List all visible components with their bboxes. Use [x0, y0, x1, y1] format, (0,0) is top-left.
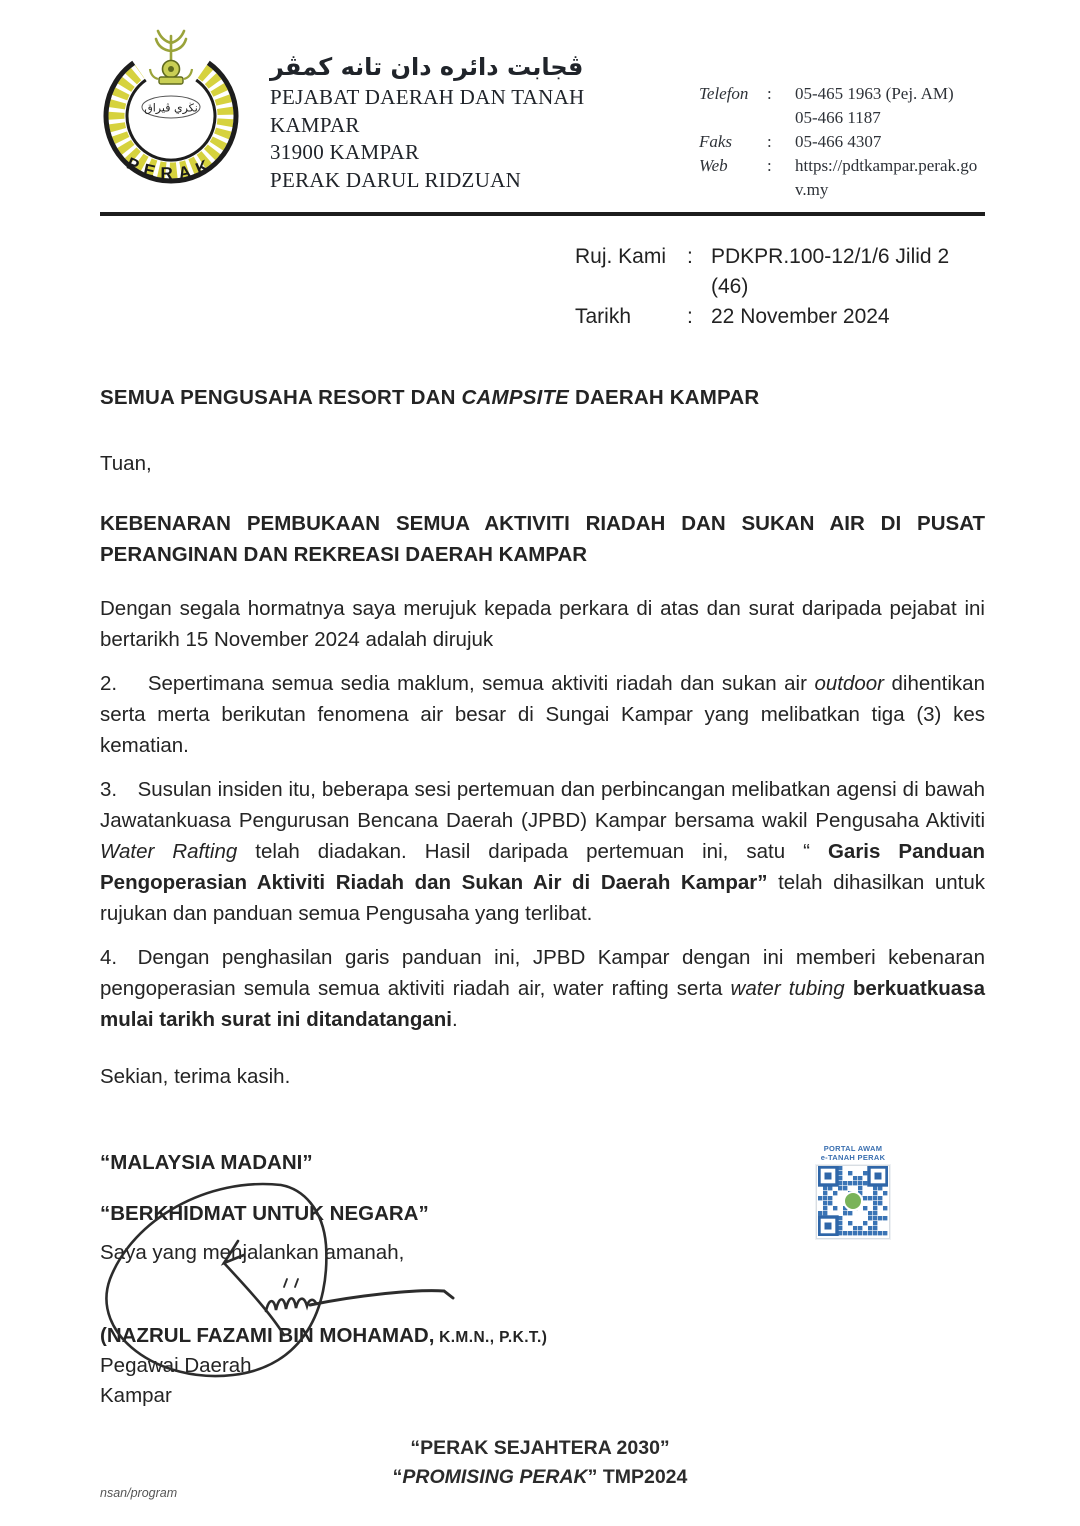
signatory-name: (NAZRUL FAZAMI BIN MOHAMAD, K.M.N., P.K.T.): [100, 1324, 548, 1347]
qr-code: [816, 1165, 890, 1239]
qr-block: [811, 1144, 895, 1239]
salutation: Tuan,: [100, 452, 152, 475]
office-postcode: 31900 KAMPAR: [270, 140, 420, 164]
reference-number-row: Ruj. Kami : PDKPR.100-12/1/6 Jilid 2 (46): [575, 242, 985, 302]
signatory-title: Pegawai Daerah: [100, 1354, 252, 1377]
contact-row-telefon-2: [699, 106, 985, 130]
crest-motto-banner: [142, 96, 200, 118]
office-state: PERAK DARUL RIDZUAN: [270, 167, 522, 192]
office-name-line1: PEJABAT DAERAH DAN TANAH: [270, 85, 585, 109]
contact-row-faks: Faks : 05-466 4307: [699, 130, 985, 154]
footer-line1: “PERAK SEJAHTERA 2030”: [410, 1437, 670, 1459]
office-address-block: [270, 50, 585, 194]
reference-number: PDKPR.100-12/1/6 Jilid 2 (46): [711, 245, 950, 298]
addressee-line: SEMUA PENGUSAHA RESORT DAN CAMPSITE DAERAH KAMPAR: [100, 386, 760, 409]
faks-number: 05-466 4307: [795, 132, 882, 151]
letterhead-divider: [100, 212, 985, 216]
closing-line: Sekian, terima kasih.: [100, 1065, 291, 1088]
letterhead: [100, 26, 985, 206]
qr-caption-line2: e-TANAH PERAK: [820, 1153, 886, 1162]
office-name-line2: KAMPAR: [270, 112, 360, 137]
typist-reference-note: nsan/program: [100, 1486, 178, 1500]
footer-line2: “PROMISING PERAK” TMP2024: [392, 1466, 688, 1488]
svg-text:PERAK: [124, 154, 218, 183]
svg-text:نڬري ڤيراق: نڬري ڤيراق: [144, 101, 198, 115]
pledge-line: Saya yang menjalankan amanah,: [100, 1241, 405, 1264]
telefon-number-1: 05-465 1963 (Pej. AM): [795, 84, 954, 103]
qr-caption-line1: PORTAL AWAM: [823, 1144, 883, 1153]
letter-date: 22 November 2024: [711, 305, 890, 328]
website-url: https://pdtkampar.perak.gov.my: [795, 156, 978, 199]
slogan-berkhidmat: “BERKHIDMAT UNTUK NEGARA”: [100, 1202, 429, 1225]
footer-slogans: [0, 1434, 1080, 1492]
subject-title: KEBENARAN PEMBUKAAN SEMUA AKTIVITI RIADAH DAN SUKAN AIR DI PUSAT PERANGINAN DAN REKREASI DAERAH KAMPAR: [100, 512, 985, 566]
paragraph-4: 4. Dengan penghasilan garis panduan ini, JPBD Kampar dengan ini memberi kebenaran pengoperasian semula semua aktiviti riadah air, water rafting serta water tubing berkuatkuasa mulai tarikh surat ini ditandatangani.: [100, 946, 986, 1031]
paragraph-2: 2. Sepertimana semua sedia maklum, semua aktiviti riadah dan sukan air outdoor dihentikan serta merta berikutan fenomena air besar di Sungai Kampar yang melibatkan tiga (3) kes kematian.: [100, 672, 985, 757]
office-name-jawi: ڤجابت دائره دان تانه كمڤر: [270, 53, 584, 81]
crest-label: PERAK: [123, 153, 218, 184]
date-row: Tarikh : 22 November 2024: [575, 302, 985, 332]
contact-row-web: Web : https://pdtkampar.perak.gov.my: [699, 154, 985, 202]
paragraph-3: 3. Susulan insiden itu, beberapa sesi pertemuan dan perbincangan melibatkan agensi di bawah Jawatankuasa Pengurusan Bencana Daerah (JPBD) Kampar bersama wakil Pengusaha Aktiviti Water Rafting telah diadakan. Hasil daripada pertemuan ini, satu “ Garis Panduan Pengoperasian Aktiviti Riadah dan Sukan Air di Daerah Kampar” telah dihasilkan untuk rujukan dan panduan semua Pengusaha yang terlibat.: [100, 778, 985, 925]
signatory-location: Kampar: [100, 1384, 172, 1407]
contact-block: [699, 82, 985, 202]
crest-paddy-emblem: [150, 31, 192, 84]
contact-row-telefon: Telefon : 05-465 1963 (Pej. AM): [699, 82, 985, 106]
paragraph-1: Dengan segala hormatnya saya merujuk kepada perkara di atas dan surat daripada pejabat ini bertarikh 15 November 2024 adalah dirujuk: [100, 597, 985, 651]
telefon-number-2: 05-466 1187: [795, 108, 881, 127]
slogan-malaysia-madani: “MALAYSIA MADANI”: [100, 1151, 313, 1174]
perak-state-crest-logo: [96, 26, 246, 206]
reference-block: [575, 242, 985, 332]
